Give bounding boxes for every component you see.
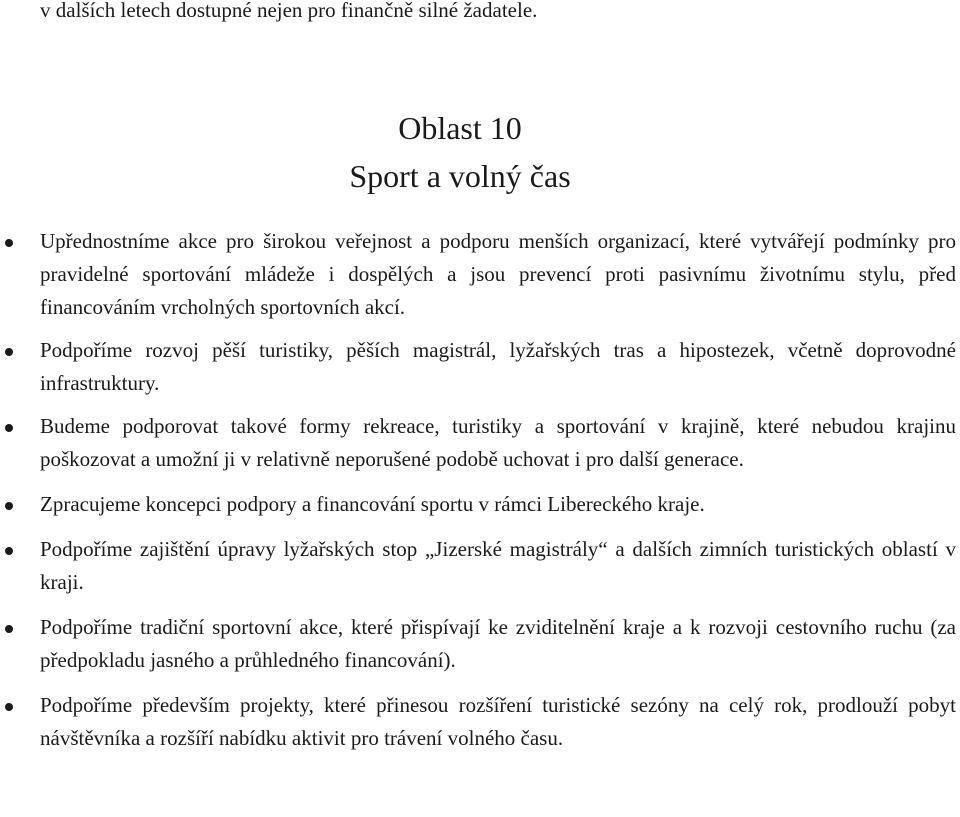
bullet-dot-icon: [5, 625, 13, 633]
list-item: [0, 689, 960, 755]
bullet-dot-icon: [5, 424, 13, 432]
bullet-dot-icon: [5, 547, 13, 555]
list-item-text: Podpoříme především projekty, které přinesou rozšíření turistické sezóny na celý rok, prodlouží pobyt návštěvníka a rozšíří nabídku aktivit pro trávení volného času.: [40, 693, 956, 750]
section-title: Sport a volný čas: [349, 158, 571, 194]
list-item-text: Podpoříme zajištění úpravy lyžařských stop „Jizerské magistrály“ a dalších zimních turistických oblastí v kraji.: [40, 537, 956, 594]
bullet-dot-icon: [5, 703, 13, 711]
section-heading: [0, 104, 920, 200]
bullet-dot-icon: [5, 348, 13, 356]
list-item-text: Podpoříme tradiční sportovní akce, které přispívají ke zviditelnění kraje a k rozvoji cestovního ruchu (za předpokladu jasného a průhledného financování).: [40, 615, 956, 672]
list-item-text: Zpracujeme koncepci podpory a financování sportu v rámci Libereckého kraje.: [40, 492, 705, 516]
intro-line: v dalších letech dostupné nejen pro finančně silné žadatele.: [40, 0, 538, 22]
list-item: [0, 410, 960, 476]
bullet-dot-icon: [5, 502, 13, 510]
list-item: [0, 334, 960, 400]
list-item-text: Budeme podporovat takové formy rekreace, turistiky a sportování v krajině, které nebudou krajinu poškozovat a umožní ji v relativně neporušené podobě uchovat i pro další generace.: [40, 414, 956, 471]
list-item: [0, 225, 960, 324]
list-item: [0, 533, 960, 599]
section-number: Oblast 10: [398, 110, 522, 146]
list-item: [0, 611, 960, 677]
bullet-list: [0, 225, 960, 755]
list-item-text: Upřednostníme akce pro širokou veřejnost a podporu menších organizací, které vytvářejí podmínky pro pravidelné sportování mládeže i dospělých a jsou prevencí proti pasivnímu životnímu stylu, před financováním vrcholných sportovních akcí.: [40, 229, 956, 319]
list-item-text: Podpoříme rozvoj pěší turistiky, pěších magistrál, lyžařských tras a hipostezek, včetně doprovodné infrastruktury.: [40, 338, 956, 395]
list-item: [0, 488, 960, 521]
bullet-dot-icon: [5, 239, 13, 247]
